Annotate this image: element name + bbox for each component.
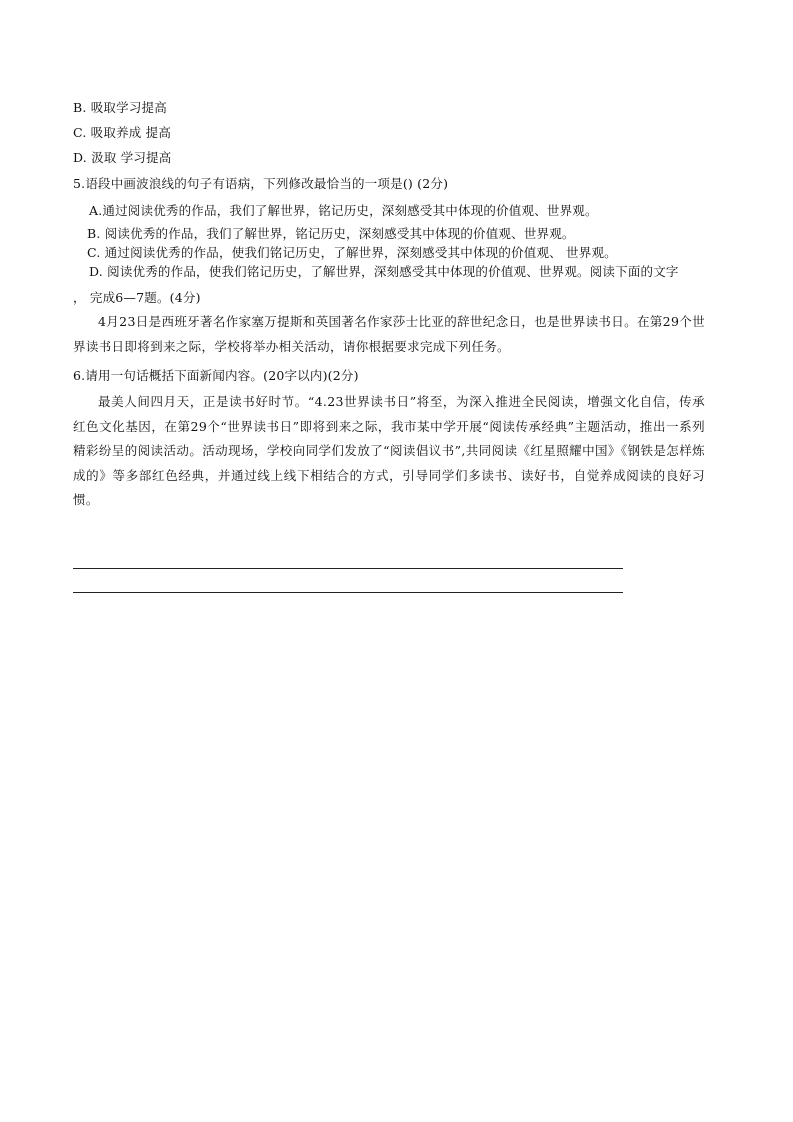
q5-option-d: D. 阅读优秀的作品，使我们铭记历史，了解世界，深刻感受其中体现的价值观、世界观。阅读下面的文字 xyxy=(89,264,679,279)
q5-stem: 5.语段中画波浪线的句子有语病，下列修改最恰当的一项是() (2分) xyxy=(73,176,449,191)
q4-option-d: D. 汲取 学习提高 xyxy=(73,150,172,165)
q4-option-c: C. 吸取养成 提高 xyxy=(73,125,172,140)
q4-option-b: B. 吸取学习提高 xyxy=(73,100,167,115)
answer-line-1[interactable] xyxy=(73,568,623,569)
news-passage: 最美人间四月天，正是读书好时节。“4.23世界读书日”将至，为深入推进全民阅读，增强文化自信，传承红色文化基因，在第29个“世界读书日”即将到来之际，我市某中学开展“阅读传承经典”主题活动，推出一系列精彩纷呈的阅读活动。活动现场，学校向同学们发放了“阅读倡议书”,共同阅读《红星照耀中国》《钢铁是怎样炼成的》等多部红色经典，并通过线上线下相结合的方式，引导同学们多读书、读好书，自觉养成阅读的良好习惯。 xyxy=(73,394,705,507)
q5-option-d-continued: ， 完成6—7题。(4分) xyxy=(73,290,201,305)
q5-option-c: C. 通过阅读优秀的作品，使我们铭记历史，了解世界，深刻感受其中体现的价值观、 世界观。 xyxy=(87,245,617,260)
answer-line-2[interactable] xyxy=(73,592,623,593)
q5-option-b: B. 阅读优秀的作品，我们了解世界，铭记历史，深刻感受其中体现的价值观、世界观。 xyxy=(87,226,575,241)
q6-stem: 6.请用一句话概括下面新闻内容。(20字以内)(2分) xyxy=(73,368,359,383)
q5-option-a: A.通过阅读优秀的作品，我们了解世界，铭记历史，深刻感受其中体现的价值观、世界观。 xyxy=(89,203,598,218)
intro-paragraph: 4月23日是西班牙著名作家塞万提斯和英国著名作家莎士比亚的辞世纪念日，也是世界读书日。在第29个世界读书日即将到来之际，学校将举办相关活动，请你根据要求完成下列任务。 xyxy=(73,314,705,354)
